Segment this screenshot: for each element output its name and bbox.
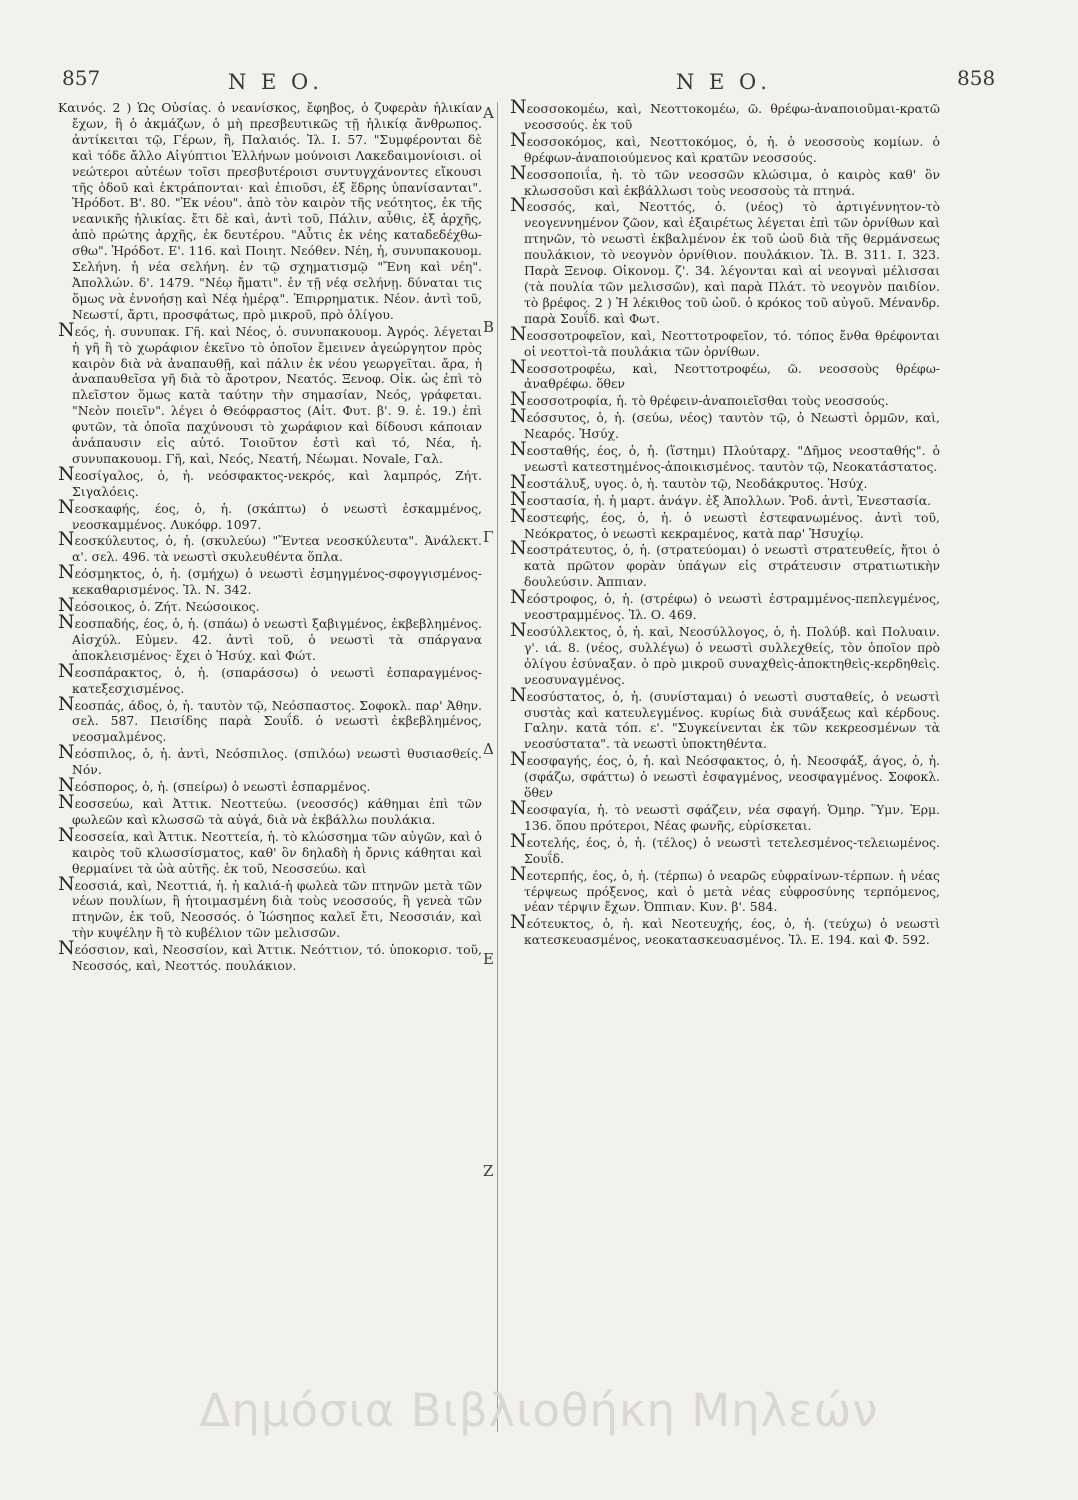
left-column [58,100,482,974]
margin-letter: Β [483,318,495,336]
entry-text: Νεοστάλυξ, υγος. ὁ, ἡ. ταυτὸν τῷ, Νεοδάκρυτος. Ἡσύχ. [510,470,868,493]
entry-text: Νεοσσοποιΐα, ἡ. τὸ τῶν νεοσσῶν κλώσιμα, ὁ καιρὸς καθ' ὃν κλωσσοῦσι καὶ ἐκβάλλωσι τοὺς νεοσσοὺς τὰ πτηνά. [510,161,940,198]
entry-text: Νεοσσεύω, καὶ Ἀττικ. Νεοττεύω. (νεοσσός) κάθημαι ἐπὶ τῶν φωλεῶν καὶ κλωσσῶ τὰ αὐγά, διὰ νὰ ἐκβάλλω πουλάκια. [58,790,482,827]
entry-text: Νεοτελής, έος, ὁ, ἡ. (τέλος) ὁ νεωστὶ τετελεσμένος-τελειωμένος. Σουΐδ. [510,829,940,866]
entry-text: Νεόσσυτος, ὁ, ἡ. (σεύω, νέος) ταυτὸν τῷ, ὁ Νεωστὶ ὁρμῶν, καὶ, Νεαρός. Ἡσύχ. [510,405,940,442]
entry-text: Νεοσπάς, άδος, ὁ, ἡ. ταυτὸν τῷ, Νεόσπαστος. Σοφοκλ. παρ' Ἀθην. σελ. 587. Πεισίδης παρὰ Σουΐδ. ὁ νεωστὶ ἐκβεβλημένος, νεοσμαλμένος. [58,692,482,745]
page-number-left: 857 [62,66,101,90]
margin-letter: Α [483,104,494,122]
entry-text: Νεός, ἡ. συνυπακ. Γῆ. καὶ Νέος, ὁ. συνυπακουομ. Ἀγρός. λέγεται ἡ γῆ ἢ τὸ χωράφιον ἐκεῖνο τὸ ὁποῖον ἔμεινεν ἀγεώργητον πρὸς καιρὸν διὰ νὰ ἀναπαυθῇ, καὶ πάλιν ἐκ νέου γεωργεῖται. ἄρα, ἡ ἀναπαυθεῖσα γῆ διὰ τὸ ἄροτρον, Νεατός. Ξενοφ. Οἰκ. ὡς ἐπὶ τὸ πλεῖστον ὅμως κατὰ ταύτην τὴν σημασίαν, Νεός, γράφεται. "Νεὸν ποιεῖν". λέγει ὁ Θεόφραστος (Αἰτ. Φυτ. β'. 9. ἐ. 19.) ἐπὶ φυτῶν, τὰ ὁποῖα παχύνουσι τὸ χωράφιον καὶ δίδουσι κάποιαν ἀνάπαυσιν εἰς αὐτό. Τοιοῦτον ἐστὶ καὶ τό, Νέα, ἡ. συνυπακουομ. Γῆ, καὶ, Νεός, Νεατή, Νέωμαι. Novale, Γαλ. [58,318,482,466]
entry-text: Νεοσπαδής, έος, ὁ, ἡ. (σπάω) ὁ νεωστὶ ξαβιγμένος, ἐκβεβλημένος. Αἰσχύλ. Εὐμεν. 42. ἀντὶ τοῦ, ὁ νεωστὶ τὰ σπάργανα ἀποκλεισμένος· ἔχει ὁ Ἡσύχ. καὶ Φώτ. [58,611,482,663]
margin-letter: Ζ [483,1162,494,1180]
entry-text: Νεοσσός, καὶ, Νεοττός, ὁ. (νέος) τὸ ἀρτιγέννητον-τὸ νεογεννημένον ζῶον, καὶ ἐξαιρέτως λέγεται ἐπὶ τῶν ὀρνίθων καὶ πτηνῶν, τὸ νεωστὶ ἐκβαλμένον ἐκ τοῦ ὠοῦ διὰ τῆς θερμάνσεως πουλάκιον, τὸ νεογνὸν ὀρνίθιον. πουλάκιον. Ἰλ. Β. 311. Ι. 323. Παρὰ Ξενοφ. Οἰκονομ. ζ'. 34. λέγονται καὶ αἱ νεογναὶ μέλισσαι (τὰ πουλία τῶν μελισσῶν), καὶ παρὰ Πλάτ. τὸ νεογνὸν παιδίον. τὸ βρέφος. 2 ) Ἡ λέκιθος τοῦ ὠοῦ. ὁ κρόκος τοῦ αὐγοῦ. Μένανδρ. παρὰ Σουΐδ. καὶ Φωτ. [510,194,940,326]
entry-text: Νεοσσοκομέω, καὶ, Νεοττοκομέω, ῶ. θρέφω-ἀναποιοῦμαι-κρατῶ νεοσσούς. ἐκ τοῦ [510,96,940,132]
entry-text: Νεοσσοτροφεῖον, καὶ, Νεοττοτροφεῖον, τό. τόπος ἔνθα θρέφονται οἱ νεοττοὶ-τὰ πουλάκια τῶν ὀρνίθων. [510,322,940,359]
entry-text: Νεοσσοτροφία, ἡ. τὸ θρέφειν-ἀναποιεῖσθαι τοὺς νεοσσούς. [510,388,889,411]
running-head-left: Ν Ε Ο. [228,70,323,94]
entry-text: Νεοσταθής, έος, ὁ, ἡ. (ἵστημι) Πλούταρχ. "Δῆμος νεοσταθής". ὁ νεωστὶ κατεστημένος-ἀποικισμένος. ταυτὸν τῷ, Νεοκατάστατος. [510,438,940,474]
entry-text: Νεοσύστατος, ὁ, ἡ. (συνίσταμαι) ὁ νεωστὶ συσταθείς, ὁ νεωστὶ συστὰς καὶ κατευλεγμένος. κυρίως διὰ συνάξεως καὶ κέρδους. Γαλην. κατὰ τόπ. ε'. "Συγκείνενται ἐκ τῶν κεκρεοσμένων τὰ νεοσύστατα". τὰ νεωστὶ ὑποκτηθέντα. [510,683,940,752]
entry-text: Νεοσσοτροφέω, καὶ, Νεοττοτροφέω, ῶ. νεοσσοὺς θρέφω-ἀναθρέφω. ὅθεν [510,355,940,392]
page-header [0,66,1078,102]
library-watermark: Δημόσια Βιβλιοθήκη Μηλεών [199,1384,879,1437]
entry-text: Νεοσίγαλος, ὁ, ἡ. νεόσφακτος-νεκρός, καὶ λαμπρός, Ζήτ. Σιγαλόεις. [58,462,482,499]
entry-text: Νεοσφαγής, έος, ὁ, ἡ. καὶ Νεόσφακτος, ὁ, ἡ. Νεοσφάξ, άγος, ὁ, ἡ. (σφάζω, σφάττω) ὁ νεωστὶ ἐσφαγμένος, νεοσφαγμένος. Σοφοκλ. ὅθεν [510,748,940,801]
running-head-right: Ν Ε Ο. [676,70,771,94]
entry-text: Νεότευκτος, ὁ, ἡ. καὶ Νεοτευχής, έος, ὁ, ἡ. (τεύχω) ὁ νεωστὶ κατεσκευασμένος, νεοκατασκευασμένος. Ἰλ. Ε. 194. καὶ Φ. 592. [510,911,940,948]
entry-text: Νεοσσοκόμος, καὶ, Νεοττοκόμος, ὁ, ἡ. ὁ νεοσσοὺς κομίων. ὁ θρέφων-ἀναποιούμενος καὶ κρατῶν νεοσσούς. [510,128,940,165]
entry-text: Νεοστεφής, έος, ὁ, ἡ. ὁ νεωστὶ ἐστεφανωμένος. ἀντὶ τοῦ, Νεόκρατος, ὁ νεωστὶ κεκραμένος, κατὰ παρ' Ἡσυχίῳ. [510,504,940,541]
entry-text: Νεοστράτευτος, ὁ, ἡ. (στρατεύομαι) ὁ νεωστὶ στρατευθείς, ἤτοι ὁ κατὰ πρῶτον φορὰν ὑπάγων εἰς στράτευσιν στρατιωτικὴν δουλεύσιν. Ἀππιαν. [510,537,940,590]
right-column [510,96,940,948]
entry-text: Νεοσφαγία, ἡ. τὸ νεωστὶ σφάζειν, νέα σφαγή. Ὁμηρ. Ὕμν. Ἑρμ. 136. ὅπου πρότεροι, Νέας φωνῆς, εὑρίσκεται. [510,796,940,833]
entry-text: Νεοσσεία, καὶ Ἀττικ. Νεοττεία, ἡ. τὸ κλώσσημα τῶν αὐγῶν, καὶ ὁ καιρὸς τοῦ κλωσσίσματος, καθ' ὃν δηλαδὴ ἡ ὄρνις κάθηται καὶ θερμαίνει τὰ ὠὰ αὐτῆς. ἐκ τοῦ, Νεοσσεύω. καὶ [58,823,482,876]
entry-text: Νεόσπορος, ὁ, ἡ. (σπείρω) ὁ νεωστὶ ἐσπαρμένος. [58,774,371,797]
entry-text: Νεόσπιλος, ὁ, ἡ. ἀντὶ, Νεόσπιλος. (σπιλόω) νεωστὶ θυσιασθείς. Νόν. [58,741,482,778]
entry-text: Νεοσσιά, καὶ, Νεοττιά, ἡ. ἡ καλιά-ἡ φωλεὰ τῶν πτηνῶν μετὰ τῶν νέων πουλίων, ἢ ἡτοιμασμένη διὰ τοὺς νεοσσούς, ἢ γενεὰ τῶν πτηνῶν, ἐκ τοῦ, Νεοσσός. ὁ Ἰώσηπος καλεῖ ἔτι, Νεοσσιάν, καὶ τὴν κυψέλην ἢ τὸ κυβέλιον τῶν μελισσῶν. [58,872,482,941]
entry-text: Νεόστροφος, ὁ, ἡ. (στρέφω) ὁ νεωστὶ ἐστραμμένος-πεπλεγμένος, νεοστραμμένος. Ἰλ. Ο. 469. [510,586,940,623]
entry-text: Νεοσύλλεκτος, ὁ, ἡ. καὶ, Νεοσύλλογος, ὁ, ἡ. Πολύβ. καὶ Πολυαιν. γ'. ιά. 8. (νέος, συλλέγω) ὁ νεωστὶ συλλεχθείς, τὸν ὁποῖον πρὸ ὀλίγου ἐσύναξαν. ὁ πρὸ μικροῦ συναχθεὶς-ἀποκτηθεὶς-κερδηθεὶς. νεοσυναγμένος. [510,619,940,687]
entry-text: Νεοτερπής, έος, ὁ, ἡ. (τέρπω) ὁ νεαρῶς εὐφραίνων-τέρπων. ἡ νέας τέρψεως πρόξενος, καὶ ὁ μετὰ νέας εὐφροσύνης τερπόμενος, νέαν τέρψιν ἔχων. Ὀππιαν. Κυν. β'. 584. [510,862,940,915]
entry-text: Νεοσπάρακτος, ὁ, ἡ. (σπαράσσω) ὁ νεωστὶ ἐσπαραγμένος-κατεξεσχισμένος. [58,659,482,696]
page-number-right: 858 [957,66,996,90]
margin-letter: Γ [483,528,494,546]
entry-text: Νεόσσιον, καὶ, Νεοσσίον, καὶ Ἀττικ. Νεόττιον, τό. ὑποκορισ. τοῦ, Νεοσσός, καὶ, Νεοττός. πουλάκιον. [58,937,482,974]
entry-text: Νεοσκύλευτος, ὁ, ἡ. (σκυλεύω) "Ἔντεα νεοσκύλευτα". Ἀνάλεκτ. α'. σελ. 496. τὰ νεωστὶ σκυλευθέντα ὅπλα. [58,528,482,565]
entry-text: Νεόσμηκτος, ὁ, ἡ. (σμήχω) ὁ νεωστὶ ἐσμηγμένος-σφογγισμένος-κεκαθαρισμένος. Ἰλ. Ν. 342. [58,561,482,598]
entry-text: Νεοσκαφής, έος, ὁ, ἡ. (σκάπτω) ὁ νεωστὶ ἐσκαμμένος, νεοσκαμμένος. Λυκόφρ. 1097. [58,495,482,532]
entry-text: Νεοστασία, ἡ. ἡ μαρτ. ἀνάγν. ἐξ Ἀπολλων. Ῥοδ. ἀντὶ, Ἐνεστασία. [510,487,932,510]
entry-text: Νεόσοικος, ὁ. Ζήτ. Νεώσοικος. [58,594,260,617]
column-divider [497,102,498,1432]
entry-text: Καινός. 2 ) Ὡς Οὐσίας. ὁ νεανίσκος, ἔφηβος, ὁ ζυφερὰν ἡλικίαν ἔχων, ἢ ὁ ἀκμάζων, ὁ μὴ πρεσβευτικῶς τῇ ἡλικίᾳ ἄνθρωπος. ἀντίκειται τῷ, Γέρων, ἢ, Παλαιός. Ἰλ. Ι. 57. "Συμφέρονται δὲ καὶ τόδε ἄλλο Αἰγύπτιοι Ἑλλήνων μούνοισι Λακεδαιμονίοισι. οἱ νεώτεροι αὐτέων τοῖσι πρεσβυτέροισι συντυγχάνοντες εἴκουσι τῆς ὁδοῦ καὶ ἐκτράπονται· καὶ ἐπιοῦσι, ἐξ ἕδρης ὑπανίσανται". Ἡρόδοτ. Β'. 80. "Ἐκ νέου". ἀπὸ τὸν καιρὸν τῆς νεότητος, ἐκ τῆς νεανικῆς ἡλικίας. ἔτι δὲ καὶ, ἀντὶ τοῦ, Πάλιν, αὖθις, ἐξ ἀρχῆς, ἀπὸ πρώτης ἀρχῆς, ἐκ δευτέρου. "Αὖτις ἐκ νέης καταδεδέχθω-σθω". Ἡρόδοτ. Ε'. 116. καὶ Ποιητ. Νεόθεν. Νέη, ἡ, συνυπακουομ. Σελήνη. ἡ νέα σελήνη. ἐν τῷ σχηματισμῷ "Ἔνη καὶ νέη". Ἀπολλών. δ'. 1479. "Νέῳ ἤματι". ἐν τῇ νέᾳ σελήνῃ. δύναται τις ὅμως νὰ ἐννοήσῃ καὶ Νέᾳ ἡμέρᾳ". Ἐπιρρηματικ. Νέον. ἀντὶ τοῦ, Νεωστί, ἄρτι, προσφάτως, πρὸ μικροῦ, πρὸ ὀλίγου. [58,100,482,322]
margin-letter: Ε [483,950,494,968]
margin-letter: Δ [483,740,494,758]
